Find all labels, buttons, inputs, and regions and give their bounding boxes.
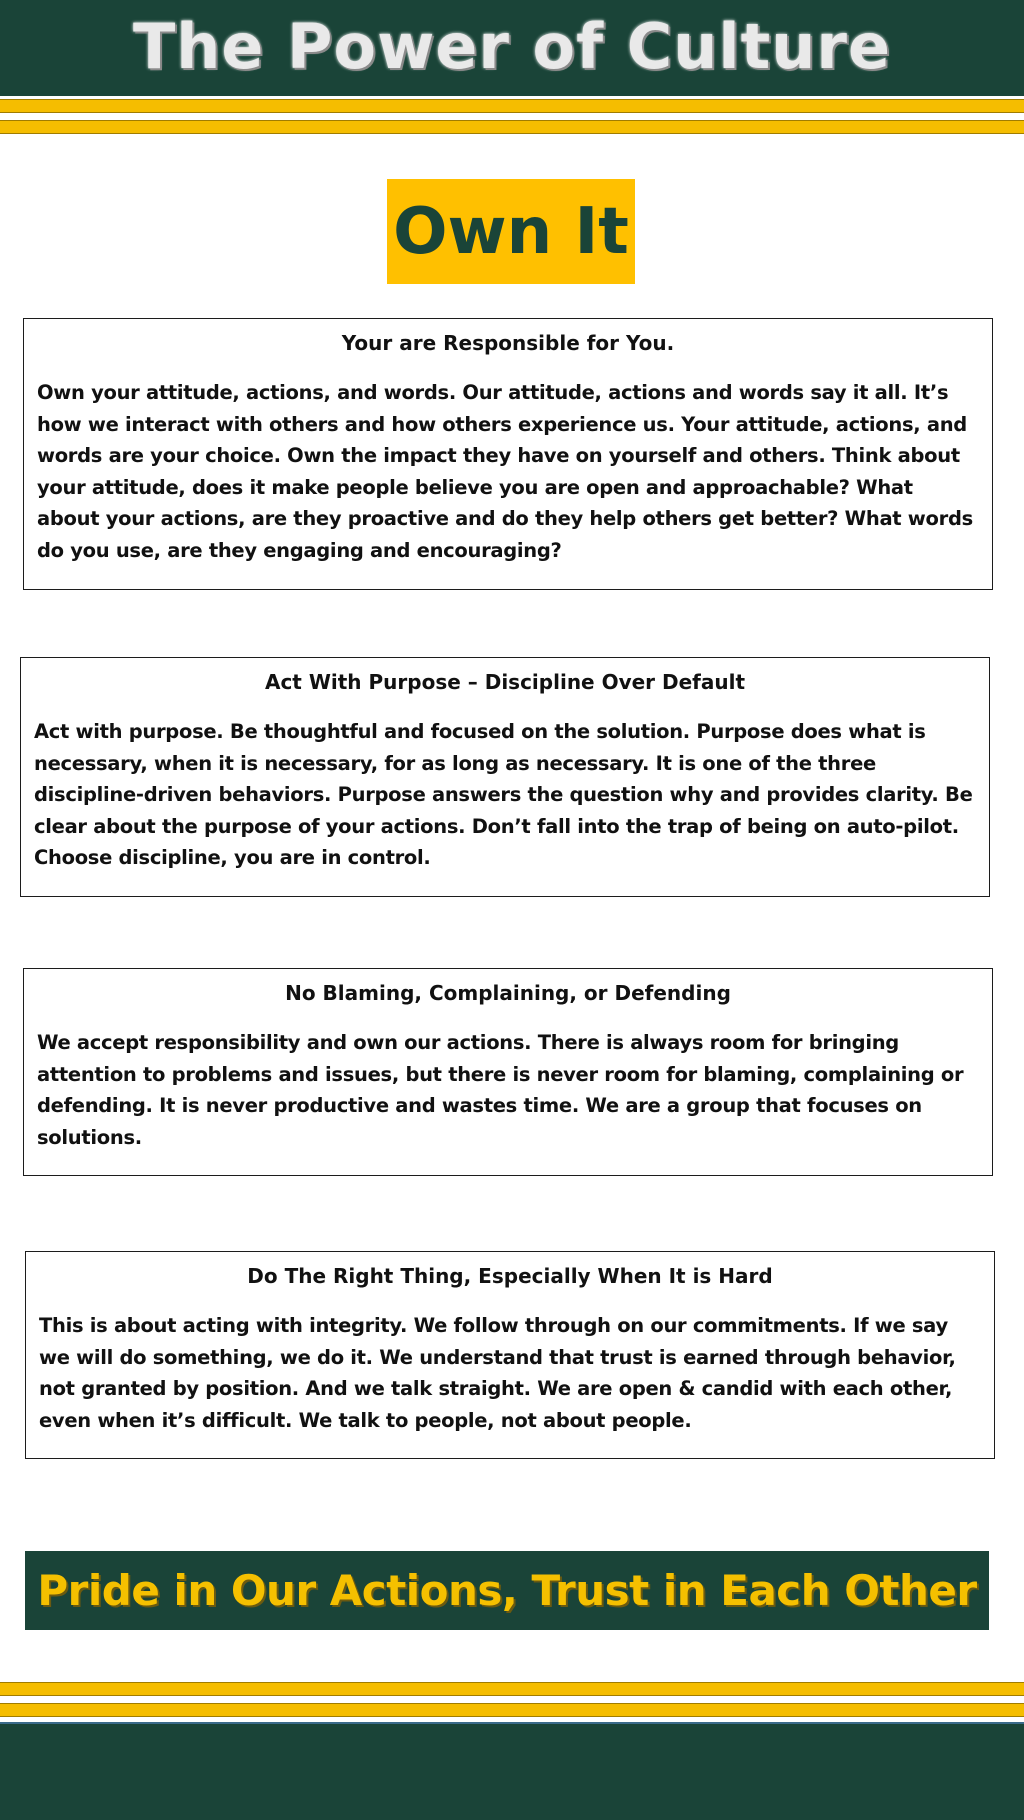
header-band — [0, 0, 1024, 96]
section-title: No Blaming, Complaining, or Defending — [285, 981, 731, 1005]
slogan-text: Pride in Our Actions, Trust in Each Other — [37, 1566, 977, 1615]
section-card-purpose — [20, 657, 990, 897]
section-card-right-thing — [25, 1251, 995, 1459]
section-body: This is about acting with integrity. We follow through on our commitments. If we say we will do something, we do it. We understand that trust is earned through behavior, not granted by position. And we talk straight. We are open & candid with each other, even when it’s difficult. We talk to people, not about people. — [39, 1314, 956, 1432]
header-stripe-top — [0, 99, 1024, 113]
section-title: Act With Purpose – Discipline Over Default — [264, 670, 746, 694]
page-title: The Power of Culture — [132, 10, 892, 83]
footer-band — [0, 1722, 1024, 1820]
footer-stripe-bottom — [0, 1703, 1024, 1717]
section-title: Do The Right Thing, Especially When It is Hard — [247, 1264, 773, 1288]
section-body: Own your attitude, actions, and words. Our attitude, actions and words say it all. It’s how we interact with others and how others experience us. Your attitude, actions, and words are your choice. Own the impact they have on yourself and others. Think about your attitude, does it make people believe you are open and approachable? What about your actions, are they proactive and do they help others get better? What words do you use, are they engaging and encouraging? — [37, 381, 973, 562]
slogan-banner — [25, 1551, 989, 1630]
section-title: Your are Responsible for You. — [341, 331, 675, 355]
own-it-banner: Own It — [387, 179, 635, 284]
section-card-responsible — [23, 318, 993, 590]
footer-stripe-top — [0, 1682, 1024, 1696]
section-body: We accept responsibility and own our actions. There is always room for bringing attention to problems and issues, but there is never room for blaming, complaining or defending. It is never productive and wastes time. We are a group that focuses on solutions. — [37, 1031, 964, 1149]
section-card-no-blaming — [23, 968, 993, 1176]
section-body: Act with purpose. Be thoughtful and focused on the solution. Purpose does what is necessary, when it is necessary, for as long as necessary. It is one of the three discipline-driven behaviors. Purpose answers the question why and provides clarity. Be clear about the purpose of your actions. Don’t fall into the trap of being on auto-pilot. Choose discipline, you are in control. — [34, 720, 973, 869]
header-stripe-bottom — [0, 120, 1024, 134]
